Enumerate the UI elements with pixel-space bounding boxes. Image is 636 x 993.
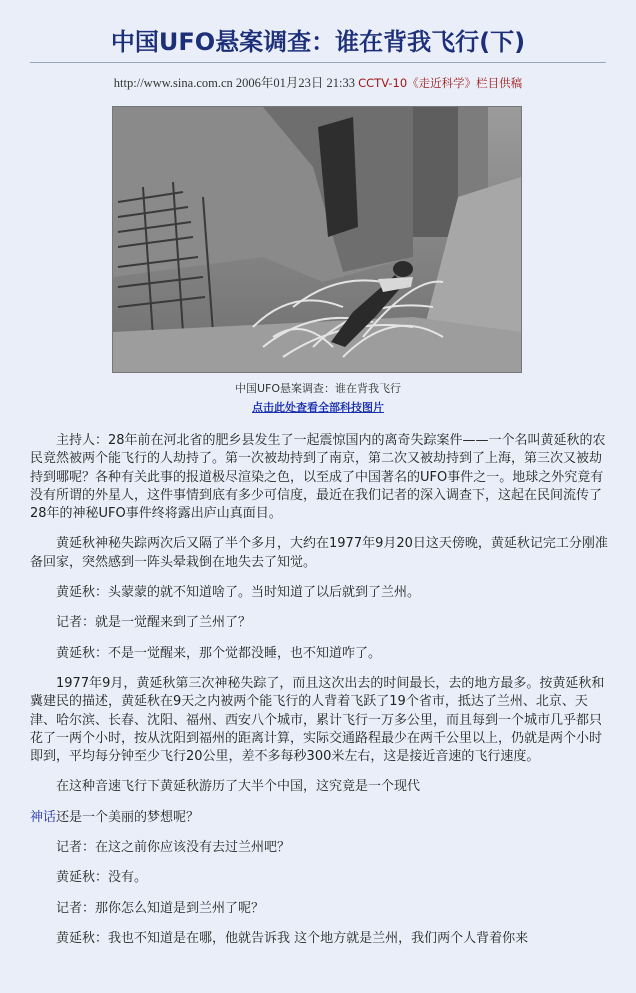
paragraph-host-intro: 主持人：28年前在河北省的肥乡县发生了一起震惊国内的离奇失踪案件——一个名叫黄延秋的农民竟然被两个能飞行的人劫持了。第一次被劫持到了南京，第二次又被劫持到了上海，第三次又被劫持到哪呢？各种有关此事的报道极尽渲染之色，以至成了中国著名的UFO事件之一。地球之外究竟有没有所谓的外星人，这件事情到底有多少可信度，最近在我们记者的深入调查下，这起在民间流传了28年的神秘UFO事件终将露出庐山真面目。 [30, 433, 606, 522]
photo-scene-illustration [113, 107, 521, 372]
myth-text: 还是一个美丽的梦想呢？ [56, 809, 200, 825]
paragraph-dialogue: 黄延秋：头蒙蒙的就不知道啥了。当时知道了以后就到了兰州。 [56, 585, 421, 601]
myth-link[interactable]: 神话 [30, 809, 57, 825]
article-title: 中国UFO悬案调查：谁在背我飞行(下) [110, 28, 526, 56]
source-credit: CCTV-10《走近科学》栏目供稿 [358, 76, 523, 90]
photo-caption: 中国UFO悬案调查：谁在背我飞行 [234, 382, 402, 395]
title-divider [30, 62, 606, 63]
paragraph-question: 在这种音速飞行下黄延秋游历了大半个中国，这究竟是一个现代 [56, 779, 421, 795]
paragraph-myth [30, 809, 608, 827]
article-body [30, 432, 608, 948]
paragraph-dialogue: 记者：在这之前你应该没有去过兰州吧？ [56, 840, 291, 856]
paragraph-dialogue: 记者：那你怎么知道是到兰州了呢？ [56, 900, 265, 916]
source-url[interactable]: http://www.sina.com.cn [113, 76, 233, 90]
paragraph-dialogue: 黄延秋：我也不知道是在哪，他就告诉我 这个地方就是兰州，我们两个人背着你来 [56, 930, 529, 946]
article-photo [112, 106, 522, 373]
publish-datetime: 2006年01月23日 21:33 [235, 76, 355, 90]
paragraph-third-disappearance: 黄延秋神秘失踪两次后又隔了半个多月，大约在1977年9月20日这天傍晚，黄延秋记完工分刚准备回家，突然感到一阵头晕栽倒在地失去了知觉。 [30, 536, 608, 570]
paragraph-dialogue: 黄延秋：没有。 [56, 870, 148, 886]
paragraph-dialogue: 记者：就是一觉醒来到了兰州了？ [56, 615, 252, 631]
article-meta [0, 73, 636, 91]
all-photos-link[interactable]: 点击此处查看全部科技图片 [252, 401, 384, 414]
paragraph-flight-route: 1977年9月，黄延秋第三次神秘失踪了，而且这次出去的时间最长，去的地方最多。按黄延秋和冀建民的描述，黄延秋在9天之内被两个能飞行的人背着飞跃了19个省市，抵达了兰州、北京、天津、哈尔滨、长春、沈阳、福州、西安八个城市，累计飞行一万多公里，而且每到一个城市几乎都只花了一两个小时，按从沈阳到福州的距离计算，实际交通路程最少在两千公里以上，仍就是两个小时即到，平均每分钟至少飞行20公里，差不多每秒300米左右，这是接近音速的飞行速度。 [30, 675, 605, 765]
paragraph-dialogue: 黄延秋：不是一觉醒来，那个觉都没睡，也不知道咋了。 [56, 645, 382, 661]
